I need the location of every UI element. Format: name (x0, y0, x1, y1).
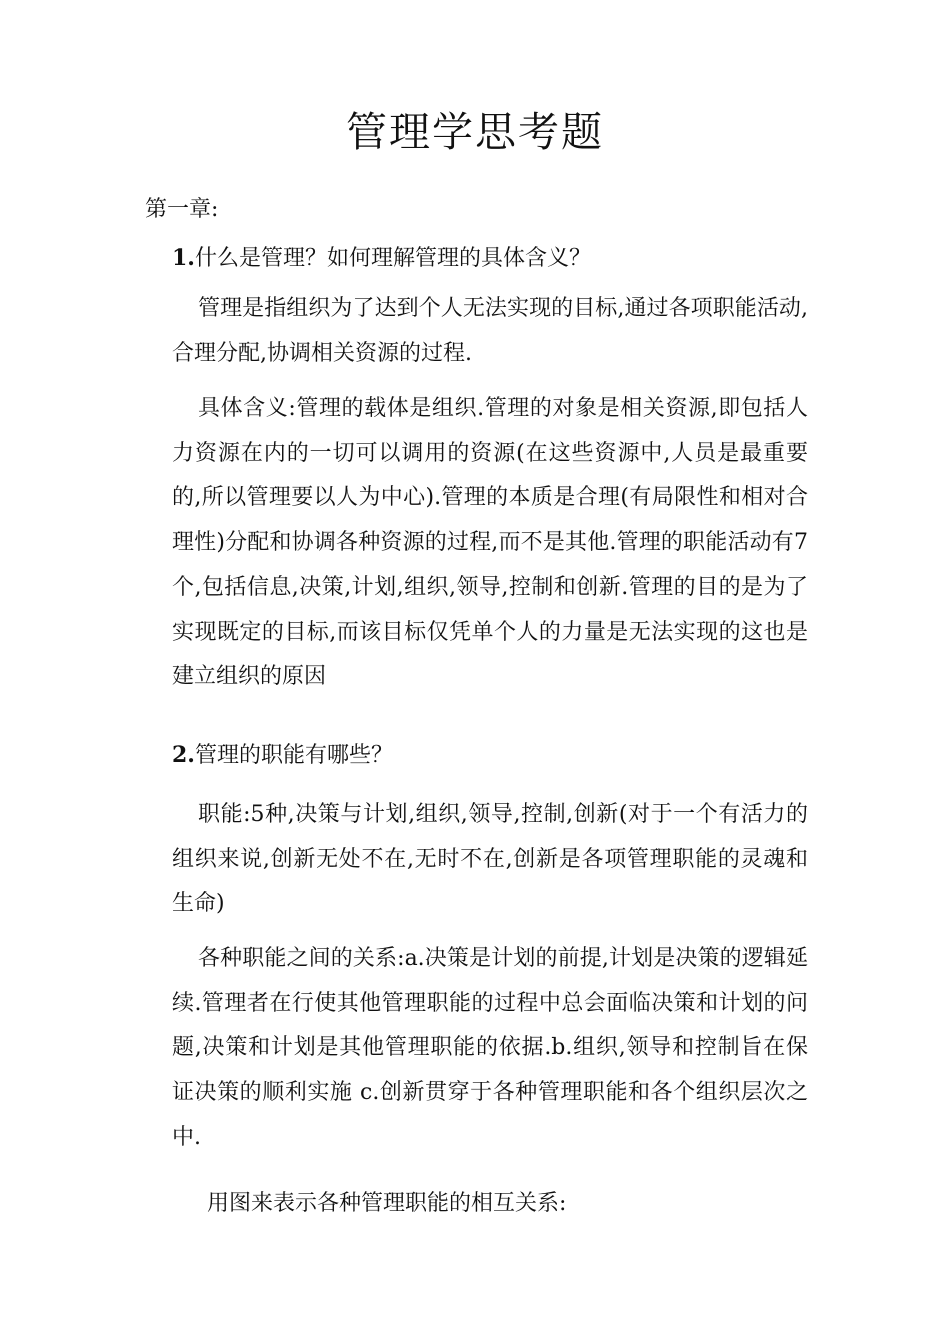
chapter-heading: 第一章: (145, 197, 219, 222)
document-title: 管理学思考题 (346, 108, 604, 156)
answer-paragraph-relations: 各种职能之间的关系:a.决策是计划的前提,计划是决策的逻辑延续.管理者在行使其他管理职能的过程中总会面临决策和计划的问题,决策和计划是其他管理职能的依据.b.组织,领导和控制旨在保证决策的顺利实施 c.创新贯穿于各种管理职能和各个组织层次之中. (172, 946, 808, 1150)
question-2-text: 管理的职能有哪些？ (194, 743, 393, 768)
question-2 (172, 737, 393, 774)
question-1 (172, 240, 591, 277)
answer-paragraph-meaning: 具体含义:管理的载体是组织.管理的对象是相关资源,即包括人力资源在内的一切可以调用的资源(在这些资源中,人员是最重要的,所以管理要以人为中心).管理的本质是合理(有局限性和相对合理性)分配和协调各种资源的过程,而不是其他.管理的职能活动有7个,包括信息,决策,计划,组织,领导,控制和创新.管理的目的是为了实现既定的目标,而该目标仅凭单个人的力量是无法实现的这也是建立组织的原因 (172, 396, 808, 690)
question-1-number: 1. (172, 245, 195, 271)
question-2-number: 2. (172, 742, 195, 768)
question-1-text: 什么是管理？如何理解管理的具体含义？ (194, 246, 591, 271)
answer-paragraph-functions: 职能:5种,决策与计划,组织,领导,控制,创新(对于一个有活力的组织来说,创新无处不在,无时不在,创新是各项管理职能的灵魂和生命) (172, 802, 808, 917)
figure-caption: 用图来表示各种管理职能的相互关系: (207, 1191, 567, 1216)
answer-paragraph-definition: 管理是指组织为了达到个人无法实现的目标,通过各项职能活动,合理分配,协调相关资源的过程. (172, 296, 808, 366)
